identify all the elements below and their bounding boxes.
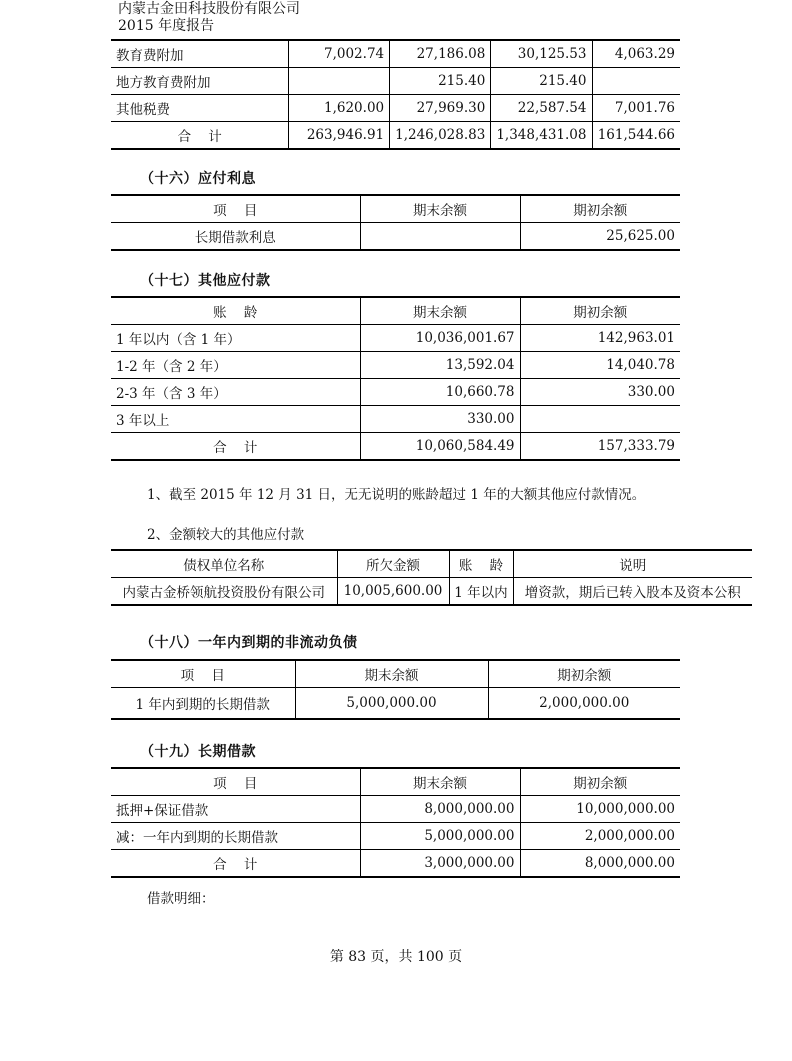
section-title: （十六）应付利息 — [140, 171, 256, 187]
table-cell: 1 年以内 — [449, 578, 513, 606]
table-cell: 215.40 — [390, 68, 491, 95]
table-cell: 1-2 年（含 2 年） — [111, 352, 360, 379]
column-header: 期末余额 — [360, 297, 520, 325]
table-cell: 27,969.30 — [390, 95, 491, 122]
table-cell: 地方教育费附加 — [111, 68, 289, 95]
column-header: 期末余额 — [360, 768, 520, 796]
table-cell: 263,946.91 — [289, 122, 390, 150]
table-cell: 增资款，期后已转入股本及资本公积 — [513, 578, 752, 606]
table-header-row — [111, 550, 752, 578]
table-cell: 7,002.74 — [289, 40, 390, 68]
table-cell: 8,000,000.00 — [360, 796, 520, 823]
table-cell: 1,246,028.83 — [390, 122, 491, 150]
column-header: 期初余额 — [520, 297, 680, 325]
note-text: 2、金额较大的其他应付款 — [147, 527, 305, 543]
header-company: 内蒙古金田科技股份有限公司 — [118, 1, 300, 17]
table-cell: 1,620.00 — [289, 95, 390, 122]
current-noncurrent-liabilities-table — [111, 659, 680, 720]
table-row — [111, 796, 680, 823]
table-header-row — [111, 660, 680, 688]
table-cell: 157,333.79 — [520, 433, 680, 461]
table-cell: 27,186.08 — [390, 40, 491, 68]
table-row — [111, 379, 680, 406]
column-header: 债权单位名称 — [111, 550, 337, 578]
header-report: 2015 年度报告 — [118, 18, 215, 34]
table-cell: 330.00 — [360, 406, 520, 433]
table-header-row — [111, 195, 680, 223]
table-row — [111, 223, 680, 251]
table-header-row — [111, 768, 680, 796]
table-cell: 14,040.78 — [520, 352, 680, 379]
table-row — [111, 433, 680, 461]
table-cell: 1 年以内（含 1 年） — [111, 325, 360, 352]
table-cell — [592, 68, 680, 95]
table-cell: 13,592.04 — [360, 352, 520, 379]
table-cell: 161,544.66 — [592, 122, 680, 150]
tax-table — [111, 39, 680, 150]
column-header: 项 目 — [111, 195, 360, 223]
table-cell — [360, 223, 520, 251]
table-row — [111, 40, 680, 68]
column-header: 所欠金额 — [337, 550, 449, 578]
table-row — [111, 95, 680, 122]
column-header: 项 目 — [111, 660, 295, 688]
table-cell: 长期借款利息 — [111, 223, 360, 251]
section-title: （十八）一年内到期的非流动负债 — [140, 635, 358, 651]
section-title: （十七）其他应付款 — [140, 273, 271, 289]
interest-payable-table — [111, 194, 680, 251]
table-row — [111, 406, 680, 433]
table-cell: 2,000,000.00 — [520, 823, 680, 850]
table-cell: 减：一年内到期的长期借款 — [111, 823, 360, 850]
other-payables-table — [111, 296, 680, 461]
table-cell: 3,000,000.00 — [360, 850, 520, 878]
table-row — [111, 122, 680, 150]
table-cell: 1 年内到期的长期借款 — [111, 688, 295, 720]
table-cell — [289, 68, 390, 95]
column-header: 账 龄 — [449, 550, 513, 578]
table-cell: 合 计 — [111, 122, 289, 150]
table-row — [111, 688, 680, 720]
table-row — [111, 68, 680, 95]
long-term-loans-table — [111, 767, 680, 878]
table-cell: 1,348,431.08 — [491, 122, 592, 150]
column-header: 期初余额 — [520, 768, 680, 796]
table-cell: 合 计 — [111, 850, 360, 878]
table-cell: 2-3 年（含 3 年） — [111, 379, 360, 406]
table-cell: 8,000,000.00 — [520, 850, 680, 878]
large-payables-table — [111, 549, 752, 606]
table-cell: 抵押+保证借款 — [111, 796, 360, 823]
table-cell: 内蒙古金桥领航投资股份有限公司 — [111, 578, 337, 606]
table-cell: 3 年以上 — [111, 406, 360, 433]
table-row — [111, 850, 680, 878]
table-cell: 330.00 — [520, 379, 680, 406]
table-cell — [520, 406, 680, 433]
table-cell: 25,625.00 — [520, 223, 680, 251]
table-cell: 2,000,000.00 — [488, 688, 680, 720]
table-cell: 教育费附加 — [111, 40, 289, 68]
table-cell: 7,001.76 — [592, 95, 680, 122]
table-row — [111, 578, 752, 606]
table-cell: 10,036,001.67 — [360, 325, 520, 352]
table-cell: 10,660.78 — [360, 379, 520, 406]
table-header-row — [111, 297, 680, 325]
column-header: 期初余额 — [488, 660, 680, 688]
column-header: 账 龄 — [111, 297, 360, 325]
table-cell: 10,005,600.00 — [337, 578, 449, 606]
page-number: 第 83 页，共 100 页 — [329, 949, 463, 965]
table-row — [111, 325, 680, 352]
note-text: 1、截至 2015 年 12 月 31 日，无无说明的账龄超过 1 年的大额其他应付款情况。 — [147, 487, 646, 503]
column-header: 期末余额 — [295, 660, 488, 688]
table-cell: 合 计 — [111, 433, 360, 461]
column-header: 项 目 — [111, 768, 360, 796]
column-header: 说明 — [513, 550, 752, 578]
table-cell: 4,063.29 — [592, 40, 680, 68]
table-cell: 142,963.01 — [520, 325, 680, 352]
table-cell: 其他税费 — [111, 95, 289, 122]
column-header: 期初余额 — [520, 195, 680, 223]
table-cell: 5,000,000.00 — [360, 823, 520, 850]
column-header: 期末余额 — [360, 195, 520, 223]
table-cell: 215.40 — [491, 68, 592, 95]
table-row — [111, 823, 680, 850]
table-cell: 5,000,000.00 — [295, 688, 488, 720]
note-text: 借款明细： — [147, 891, 215, 907]
table-cell: 22,587.54 — [491, 95, 592, 122]
table-cell: 30,125.53 — [491, 40, 592, 68]
table-cell: 10,060,584.49 — [360, 433, 520, 461]
table-cell: 10,000,000.00 — [520, 796, 680, 823]
section-title: （十九）长期借款 — [140, 744, 256, 760]
table-row — [111, 352, 680, 379]
